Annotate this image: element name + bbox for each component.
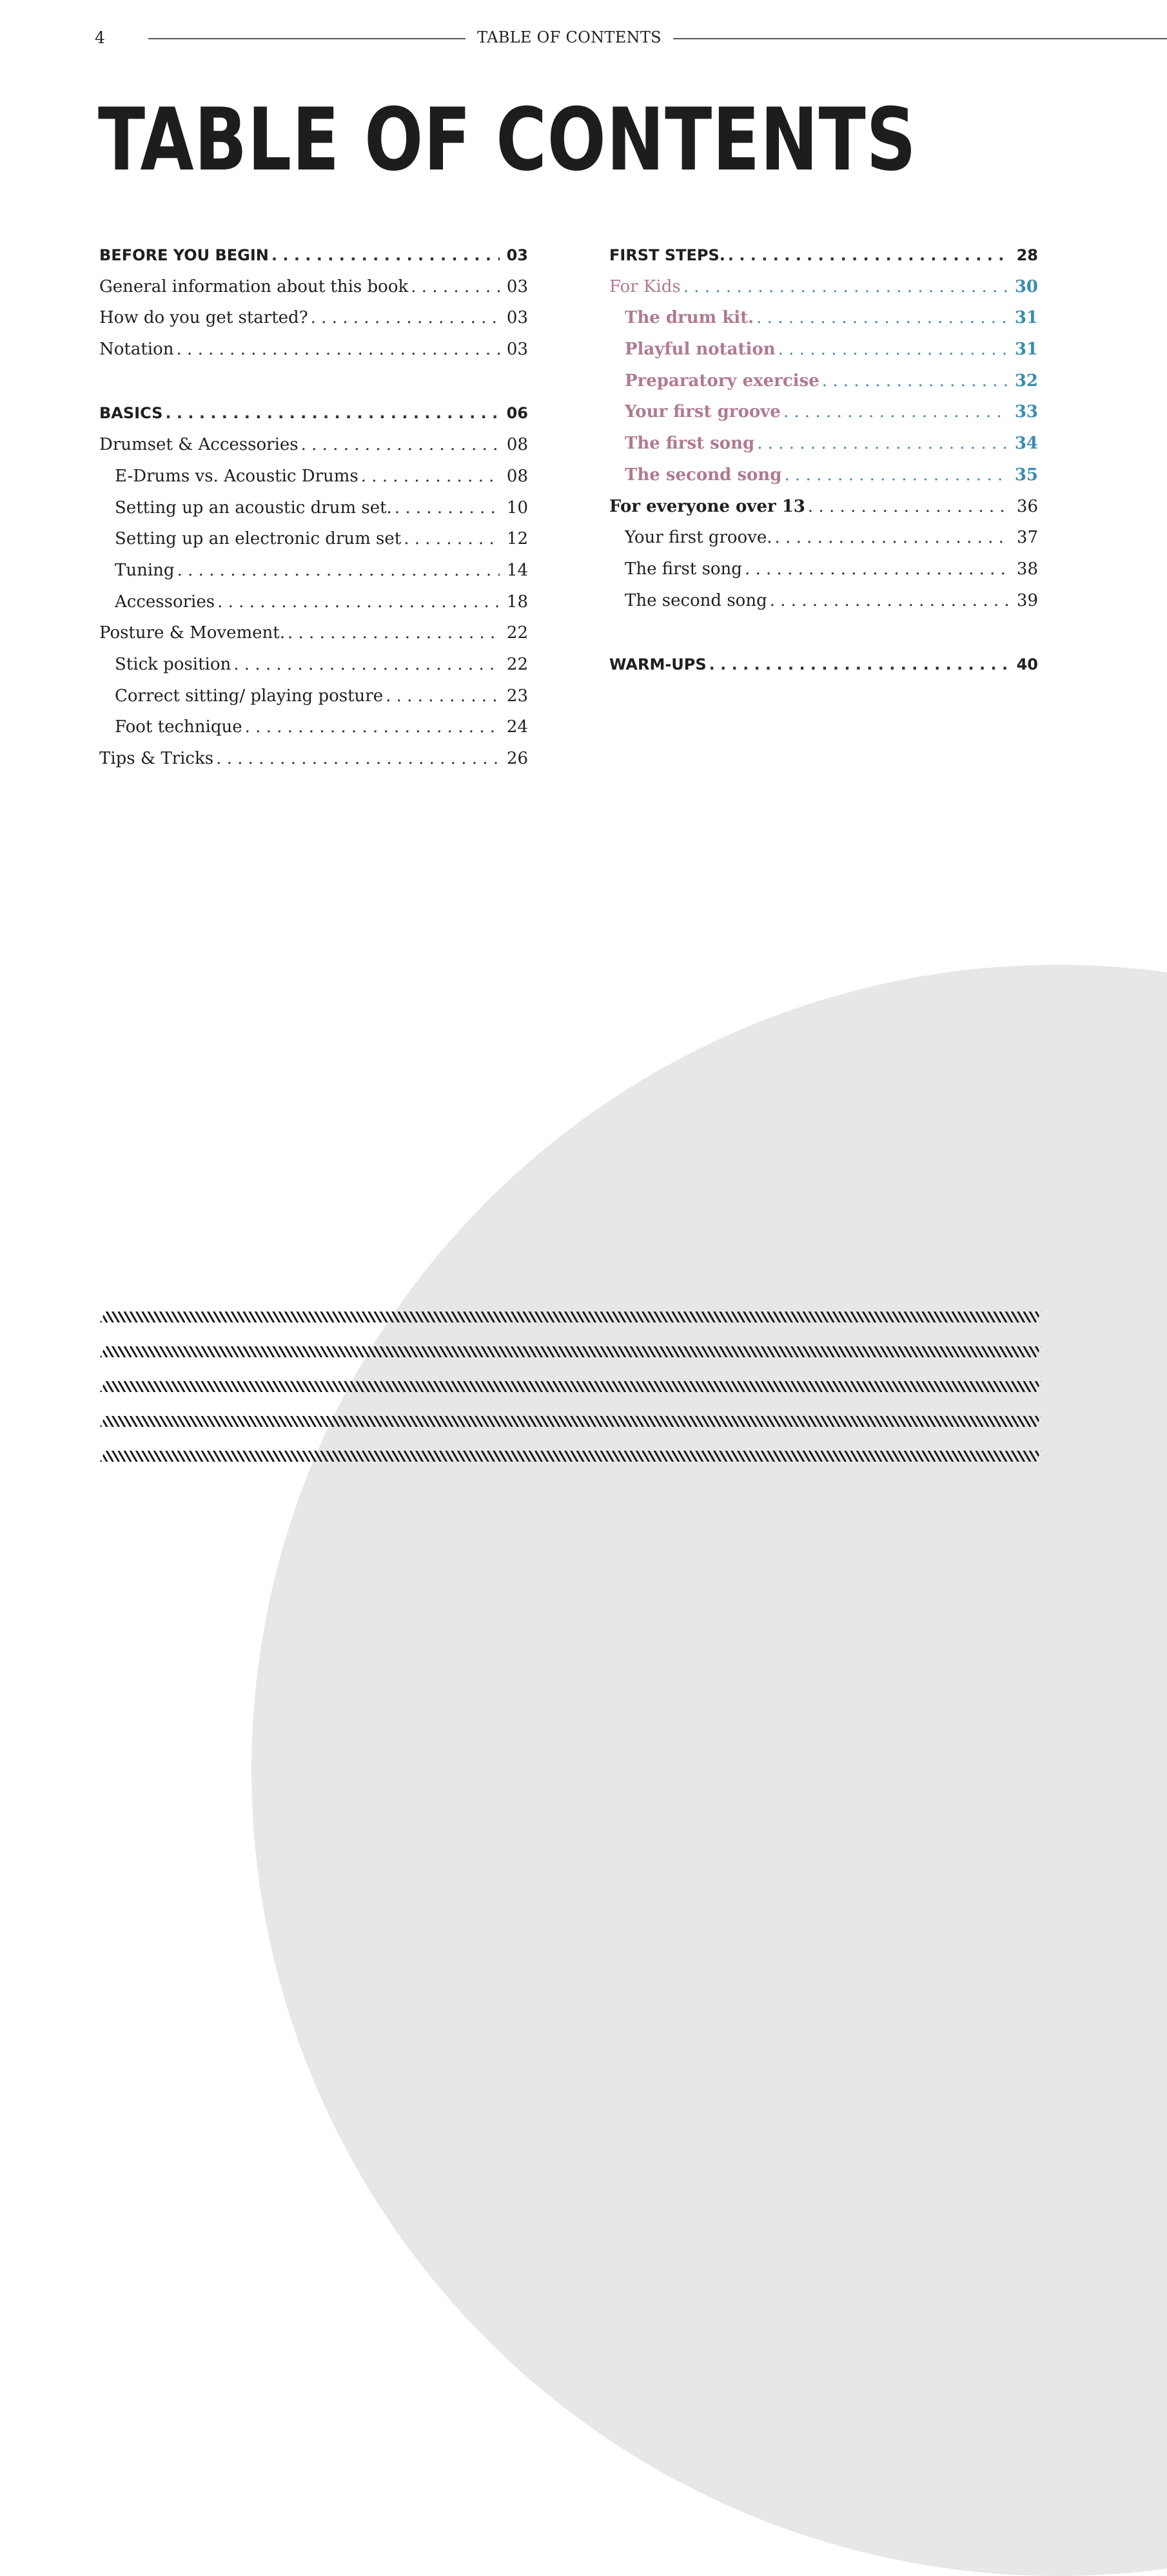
toc-entry-title: The drum kit.: [625, 308, 754, 328]
toc-page-number: 40: [1016, 655, 1038, 673]
toc-page-number: 03: [506, 340, 528, 360]
toc-page-number: 06: [506, 404, 528, 423]
dot-leader: [784, 460, 1008, 491]
toc-entry-row[interactable]: [99, 617, 528, 649]
toc-entry-title: The first song: [625, 434, 755, 454]
toc-page-number: 34: [1014, 434, 1038, 454]
toc-page-number: 03: [506, 276, 528, 296]
dot-leader: [709, 649, 1010, 681]
toc-entry-row[interactable]: [609, 334, 1038, 365]
toc-entry-row[interactable]: [99, 743, 528, 775]
toc-page-number: 33: [1014, 402, 1038, 422]
decorative-stripes: [100, 1312, 1041, 1486]
toc-entry-row[interactable]: [609, 396, 1038, 428]
toc-entry-title: Accessories: [115, 592, 215, 612]
stripe-band: [100, 1381, 1041, 1392]
toc-entry-title: Your first groove.: [625, 528, 772, 548]
dot-leader: [757, 428, 1008, 460]
toc-entry-title: Setting up an electronic drum set: [115, 529, 402, 549]
toc-page-number: 26: [506, 749, 528, 768]
toc-entry-title: General information about this book: [99, 276, 409, 296]
toc-page-number: 38: [1016, 559, 1038, 579]
toc-entry-title: Posture & Movement.: [99, 623, 285, 643]
toc-entry-title: Setting up an acoustic drum set.: [115, 498, 392, 518]
toc-entry-row[interactable]: [99, 523, 528, 555]
background-circle: [251, 965, 1167, 2576]
dot-leader: [770, 585, 1010, 617]
toc-entry-row[interactable]: [99, 271, 528, 303]
toc-entry-row[interactable]: [99, 681, 528, 712]
toc-page-number: 30: [1014, 276, 1038, 296]
toc-entry-title: The first song: [625, 559, 742, 579]
dot-leader: [177, 334, 500, 365]
running-header: [0, 0, 1167, 64]
page-number: 4: [95, 28, 105, 47]
dot-leader: [395, 492, 500, 524]
toc-entry-row[interactable]: [99, 334, 528, 365]
dot-leader: [177, 555, 500, 586]
dot-leader: [728, 240, 1010, 271]
toc-entry-row[interactable]: [609, 460, 1038, 491]
toc-entry-title: The second song: [625, 465, 782, 485]
section-spacer: [99, 365, 528, 398]
dot-leader: [775, 522, 1010, 554]
dot-leader: [216, 743, 500, 775]
dot-leader: [361, 461, 500, 492]
dot-leader: [217, 586, 500, 618]
toc-entry-row[interactable]: [609, 365, 1038, 397]
toc-entry-title: Tips & Tricks: [99, 749, 214, 768]
toc-entry-title: BEFORE YOU BEGIN: [99, 246, 269, 264]
dot-leader: [745, 554, 1010, 585]
toc-section-row[interactable]: [99, 240, 528, 271]
toc-entry-row[interactable]: [99, 461, 528, 492]
dot-leader: [301, 429, 500, 461]
stripe-band: [100, 1416, 1041, 1427]
toc-entry-row[interactable]: [99, 302, 528, 334]
dot-leader: [822, 365, 1008, 397]
dot-leader: [386, 681, 500, 712]
toc-entry-title: Correct sitting/ playing posture: [115, 686, 384, 706]
section-spacer: [609, 616, 1038, 649]
header-rule-right: [673, 38, 1167, 39]
toc-entry-title: Tuning: [115, 560, 175, 580]
toc-page-number: 10: [506, 498, 528, 518]
dot-leader: [778, 334, 1008, 365]
toc-page-number: 23: [506, 686, 528, 706]
toc-entry-row[interactable]: [609, 271, 1038, 303]
toc-entry-row[interactable]: [609, 585, 1038, 617]
toc-entry-title: How do you get started?: [99, 308, 308, 328]
toc-entry-row[interactable]: [609, 302, 1038, 334]
dot-leader: [271, 240, 500, 271]
toc-entry-title: WARM-UPS: [609, 655, 707, 673]
toc-page-number: 37: [1016, 528, 1038, 548]
toc-entry-row[interactable]: [609, 428, 1038, 460]
toc-entry-row[interactable]: [99, 555, 528, 586]
stripe-band: [100, 1346, 1041, 1357]
dot-leader: [411, 271, 500, 303]
dot-leader: [404, 523, 500, 555]
toc-entry-title: Foot technique: [115, 717, 242, 737]
toc-page-number: 31: [1014, 308, 1038, 328]
toc-entry-title: Preparatory exercise: [625, 371, 819, 391]
toc-entry-title: For everyone over 13: [609, 496, 805, 516]
toc-page-number: 03: [506, 246, 528, 264]
toc-section-row[interactable]: [609, 240, 1038, 271]
toc-entry-row[interactable]: [609, 491, 1038, 523]
toc-entry-title: Playful notation: [625, 340, 776, 360]
stripe-band: [100, 1312, 1041, 1322]
dot-leader: [808, 491, 1010, 523]
toc-entry-title: FIRST STEPS.: [609, 246, 725, 264]
toc-entry-row[interactable]: [609, 522, 1038, 554]
toc-page-number: 36: [1016, 496, 1038, 516]
toc-entry-row[interactable]: [609, 554, 1038, 585]
toc-entry-title: E-Drums vs. Acoustic Drums: [115, 466, 358, 486]
header-rule-left: [148, 38, 466, 39]
dot-leader: [783, 396, 1008, 428]
dot-leader: [288, 617, 500, 649]
toc-entry-row[interactable]: [99, 649, 528, 681]
page-title: TABLE OF CONTENTS: [98, 90, 917, 190]
dot-leader: [683, 271, 1008, 303]
toc-page-number: 22: [506, 654, 528, 674]
toc-entry-title: Notation: [99, 340, 174, 360]
toc-entry-row[interactable]: [99, 586, 528, 618]
toc-entry-row[interactable]: [99, 712, 528, 743]
toc-section-row[interactable]: [99, 398, 528, 429]
toc-page-number: 22: [506, 623, 528, 643]
toc-page-number: 14: [506, 560, 528, 580]
stripe-band: [100, 1451, 1041, 1462]
toc-entry-title: BASICS: [99, 404, 163, 423]
toc-page-number: 31: [1014, 340, 1038, 360]
toc-page-number: 03: [506, 308, 528, 328]
toc-column-right: [609, 240, 1038, 681]
toc-page-number: 35: [1014, 465, 1038, 485]
toc-page-number: 32: [1014, 371, 1038, 391]
toc-page-number: 24: [506, 717, 528, 737]
toc-page-number: 39: [1016, 590, 1038, 610]
toc-entry-title: For Kids: [609, 276, 681, 296]
toc-page-number: 28: [1016, 246, 1038, 264]
toc-entry-row[interactable]: [99, 492, 528, 524]
toc-entry-row[interactable]: [99, 429, 528, 461]
toc-section-row[interactable]: [609, 649, 1038, 681]
toc-entry-title: Your first groove: [625, 402, 781, 422]
toc-column-left: [99, 240, 528, 775]
dot-leader: [311, 302, 500, 334]
toc-entry-title: The second song: [625, 590, 767, 610]
toc-page-number: 12: [506, 529, 528, 549]
dot-leader: [233, 649, 500, 681]
toc-page-number: 08: [506, 466, 528, 486]
dot-leader: [165, 398, 500, 429]
toc-entry-title: Stick position: [115, 654, 231, 674]
toc-entry-title: Drumset & Accessories: [99, 435, 299, 455]
toc-page-number: 08: [506, 435, 528, 455]
dot-leader: [756, 302, 1008, 334]
running-title: TABLE OF CONTENTS: [477, 28, 662, 46]
dot-leader: [245, 712, 500, 743]
toc-page-number: 18: [506, 592, 528, 612]
